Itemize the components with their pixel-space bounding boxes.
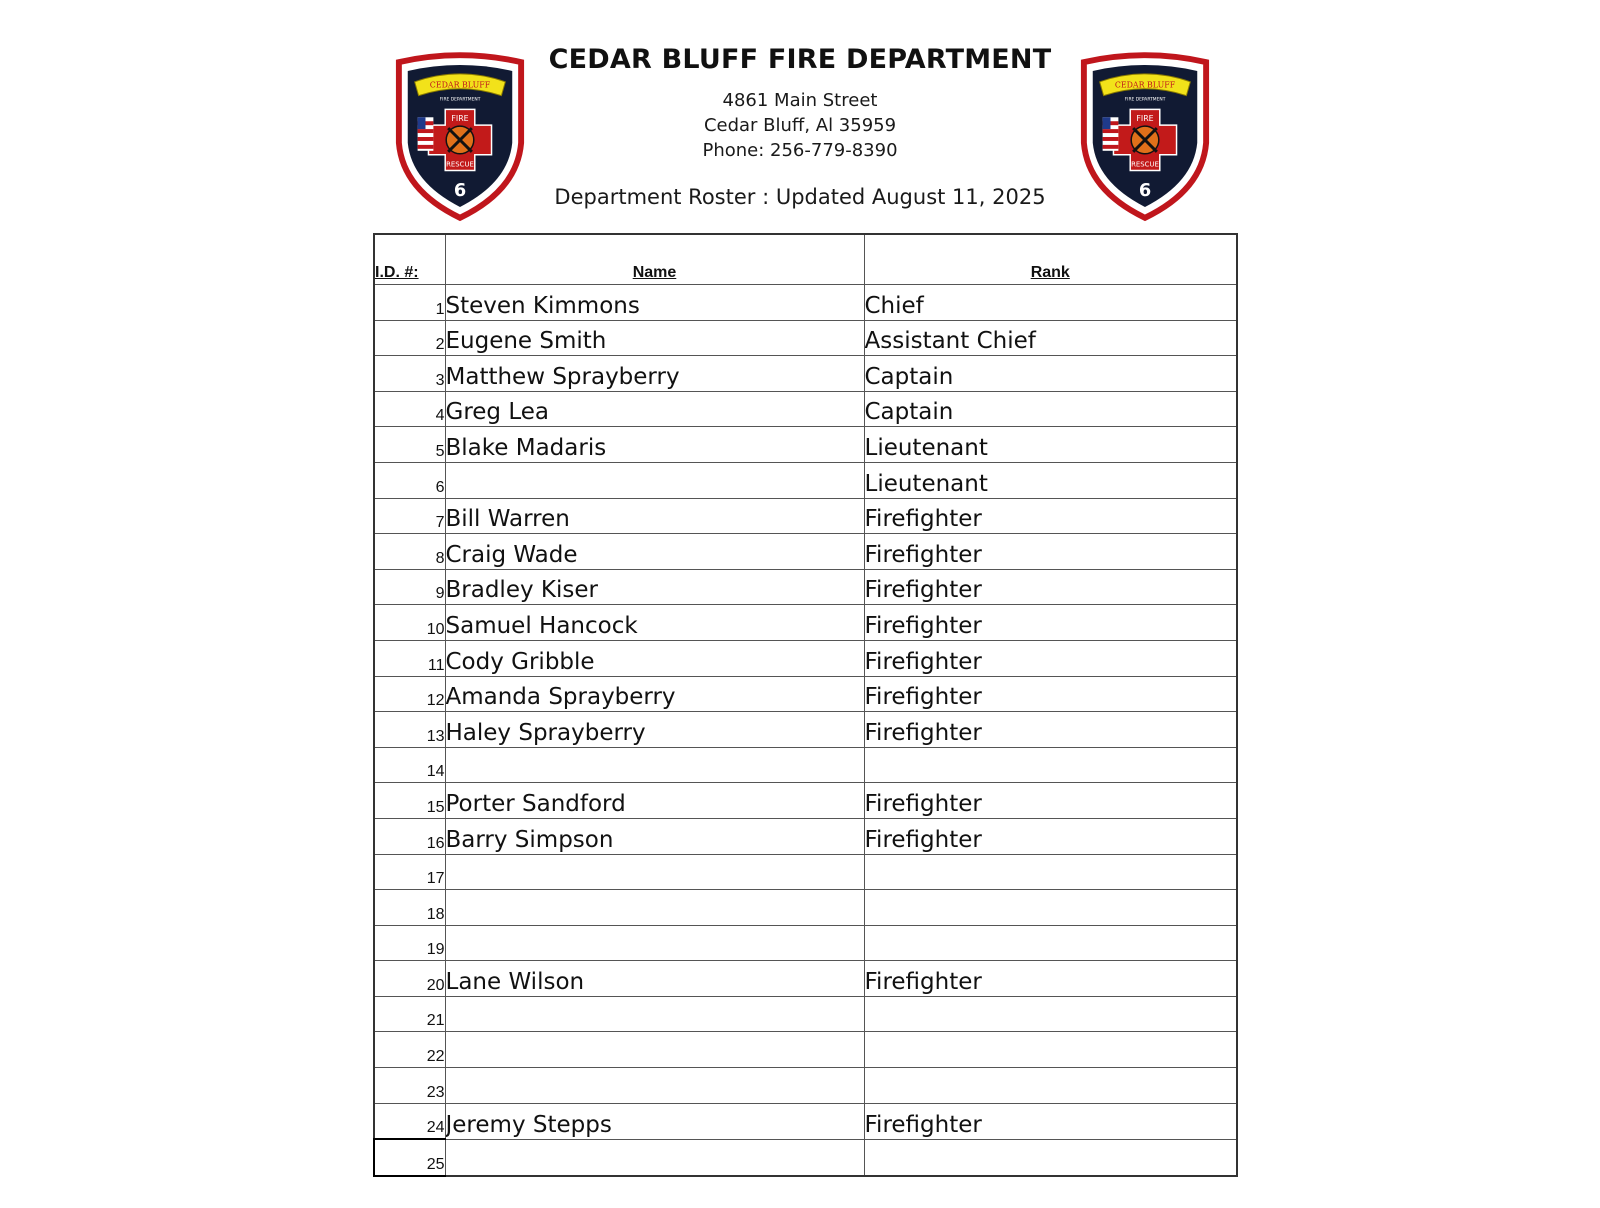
- table-row: [374, 534, 1237, 570]
- table-row: [374, 1032, 1237, 1068]
- badge-fire-text: FIRE: [451, 114, 469, 124]
- table-row: [374, 1103, 1237, 1139]
- column-header-rank: Rank: [864, 234, 1237, 285]
- row-rank-cell: Assistant Chief: [864, 320, 1237, 356]
- column-header-name: Name: [445, 234, 864, 285]
- department-title: CEDAR BLUFF FIRE DEPARTMENT: [548, 44, 1052, 75]
- column-header-id: I.D. #:: [374, 234, 445, 285]
- row-rank-cell: Lieutenant: [864, 427, 1237, 463]
- row-name-cell: [445, 890, 864, 926]
- row-name-cell: [445, 747, 864, 783]
- row-name-cell: [445, 854, 864, 890]
- badge-fire-text: FIRE: [1136, 114, 1154, 124]
- table-row: [374, 818, 1237, 854]
- row-name-cell: Greg Lea: [445, 391, 864, 427]
- table-row: [374, 569, 1237, 605]
- row-rank-cell: [864, 925, 1237, 961]
- row-rank-cell: Firefighter: [864, 605, 1237, 641]
- row-rank-cell: [864, 890, 1237, 926]
- table-row: [374, 783, 1237, 819]
- badge-number: 6: [453, 181, 467, 202]
- table-row: [374, 890, 1237, 926]
- badge-banner-text: CEDAR BLUFF: [1114, 80, 1176, 90]
- table-row: [374, 285, 1237, 321]
- address-phone: Phone: 256-779-8390: [702, 140, 898, 161]
- badge-sub-text: FIRE DEPARTMENT: [1124, 97, 1166, 103]
- row-name-cell: [445, 1139, 864, 1176]
- row-id-cell: 17: [374, 854, 445, 890]
- row-rank-cell: Captain: [864, 391, 1237, 427]
- row-id-cell: 4: [374, 391, 445, 427]
- row-id-cell: 19: [374, 925, 445, 961]
- row-rank-cell: Lieutenant: [864, 462, 1237, 498]
- document-header: [0, 0, 1600, 230]
- table-row: [374, 996, 1237, 1032]
- row-name-cell: Samuel Hancock: [445, 605, 864, 641]
- row-rank-cell: [864, 854, 1237, 890]
- row-name-cell: [445, 1032, 864, 1068]
- table-row: [374, 1139, 1237, 1176]
- row-rank-cell: [864, 1139, 1237, 1176]
- table-header-row: [374, 234, 1237, 285]
- row-id-cell: 3: [374, 356, 445, 392]
- row-id-cell: 22: [374, 1032, 445, 1068]
- badge-rescue-text: RESCUE: [1131, 160, 1159, 169]
- roster-body: [374, 285, 1237, 1176]
- table-row: [374, 640, 1237, 676]
- row-name-cell: Lane Wilson: [445, 961, 864, 997]
- row-name-cell: [445, 996, 864, 1032]
- row-id-cell: 14: [374, 747, 445, 783]
- row-rank-cell: Firefighter: [864, 640, 1237, 676]
- row-name-cell: Blake Madaris: [445, 427, 864, 463]
- address-street: 4861 Main Street: [722, 90, 878, 111]
- row-name-cell: Matthew Sprayberry: [445, 356, 864, 392]
- badge-number: 6: [1138, 181, 1152, 202]
- table-row: [374, 676, 1237, 712]
- row-id-cell: 18: [374, 890, 445, 926]
- row-name-cell: Barry Simpson: [445, 818, 864, 854]
- row-rank-cell: Firefighter: [864, 818, 1237, 854]
- row-name-cell: Amanda Sprayberry: [445, 676, 864, 712]
- table-row: [374, 747, 1237, 783]
- row-name-cell: Eugene Smith: [445, 320, 864, 356]
- table-row: [374, 925, 1237, 961]
- table-row: [374, 961, 1237, 997]
- row-name-cell: Bradley Kiser: [445, 569, 864, 605]
- address-city: Cedar Bluff, Al 35959: [703, 115, 897, 136]
- row-rank-cell: [864, 1068, 1237, 1104]
- table-row: [374, 605, 1237, 641]
- badge-rescue-text: RESCUE: [446, 160, 474, 169]
- row-rank-cell: Firefighter: [864, 1103, 1237, 1139]
- table-row: [374, 854, 1237, 890]
- row-id-cell: 24: [374, 1103, 445, 1139]
- row-rank-cell: Chief: [864, 285, 1237, 321]
- row-id-cell: 13: [374, 712, 445, 748]
- row-rank-cell: Firefighter: [864, 712, 1237, 748]
- row-id-cell: 20: [374, 961, 445, 997]
- roster-table: [373, 233, 1238, 1177]
- row-name-cell: [445, 462, 864, 498]
- row-rank-cell: [864, 1032, 1237, 1068]
- row-id-cell: 10: [374, 605, 445, 641]
- row-name-cell: Craig Wade: [445, 534, 864, 570]
- row-rank-cell: Firefighter: [864, 569, 1237, 605]
- row-name-cell: [445, 1068, 864, 1104]
- table-row: [374, 462, 1237, 498]
- roster-updated-line: Department Roster : Updated August 11, 2025: [554, 185, 1046, 209]
- table-row: [374, 498, 1237, 534]
- fire-department-badge-right: [1076, 52, 1214, 222]
- row-id-cell: 11: [374, 640, 445, 676]
- row-rank-cell: Firefighter: [864, 783, 1237, 819]
- table-row: [374, 320, 1237, 356]
- badge-banner-text: CEDAR BLUFF: [429, 80, 491, 90]
- table-row: [374, 1068, 1237, 1104]
- row-rank-cell: Firefighter: [864, 534, 1237, 570]
- row-id-cell: 12: [374, 676, 445, 712]
- row-id-cell: 23: [374, 1068, 445, 1104]
- row-rank-cell: Captain: [864, 356, 1237, 392]
- row-name-cell: Steven Kimmons: [445, 285, 864, 321]
- row-name-cell: Cody Gribble: [445, 640, 864, 676]
- row-rank-cell: Firefighter: [864, 961, 1237, 997]
- row-id-cell: 5: [374, 427, 445, 463]
- row-id-cell: 1: [374, 285, 445, 321]
- badge-sub-text: FIRE DEPARTMENT: [439, 97, 481, 103]
- row-rank-cell: Firefighter: [864, 498, 1237, 534]
- row-id-cell: 25: [374, 1139, 445, 1176]
- row-name-cell: [445, 925, 864, 961]
- row-id-cell: 6: [374, 462, 445, 498]
- row-name-cell: Haley Sprayberry: [445, 712, 864, 748]
- row-id-cell: 2: [374, 320, 445, 356]
- row-id-cell: 9: [374, 569, 445, 605]
- row-id-cell: 21: [374, 996, 445, 1032]
- row-name-cell: Porter Sandford: [445, 783, 864, 819]
- row-id-cell: 15: [374, 783, 445, 819]
- table-row: [374, 391, 1237, 427]
- table-row: [374, 356, 1237, 392]
- row-id-cell: 8: [374, 534, 445, 570]
- row-name-cell: Jeremy Stepps: [445, 1103, 864, 1139]
- row-id-cell: 16: [374, 818, 445, 854]
- row-rank-cell: Firefighter: [864, 676, 1237, 712]
- table-row: [374, 712, 1237, 748]
- row-rank-cell: [864, 996, 1237, 1032]
- table-row: [374, 427, 1237, 463]
- row-id-cell: 7: [374, 498, 445, 534]
- row-name-cell: Bill Warren: [445, 498, 864, 534]
- row-rank-cell: [864, 747, 1237, 783]
